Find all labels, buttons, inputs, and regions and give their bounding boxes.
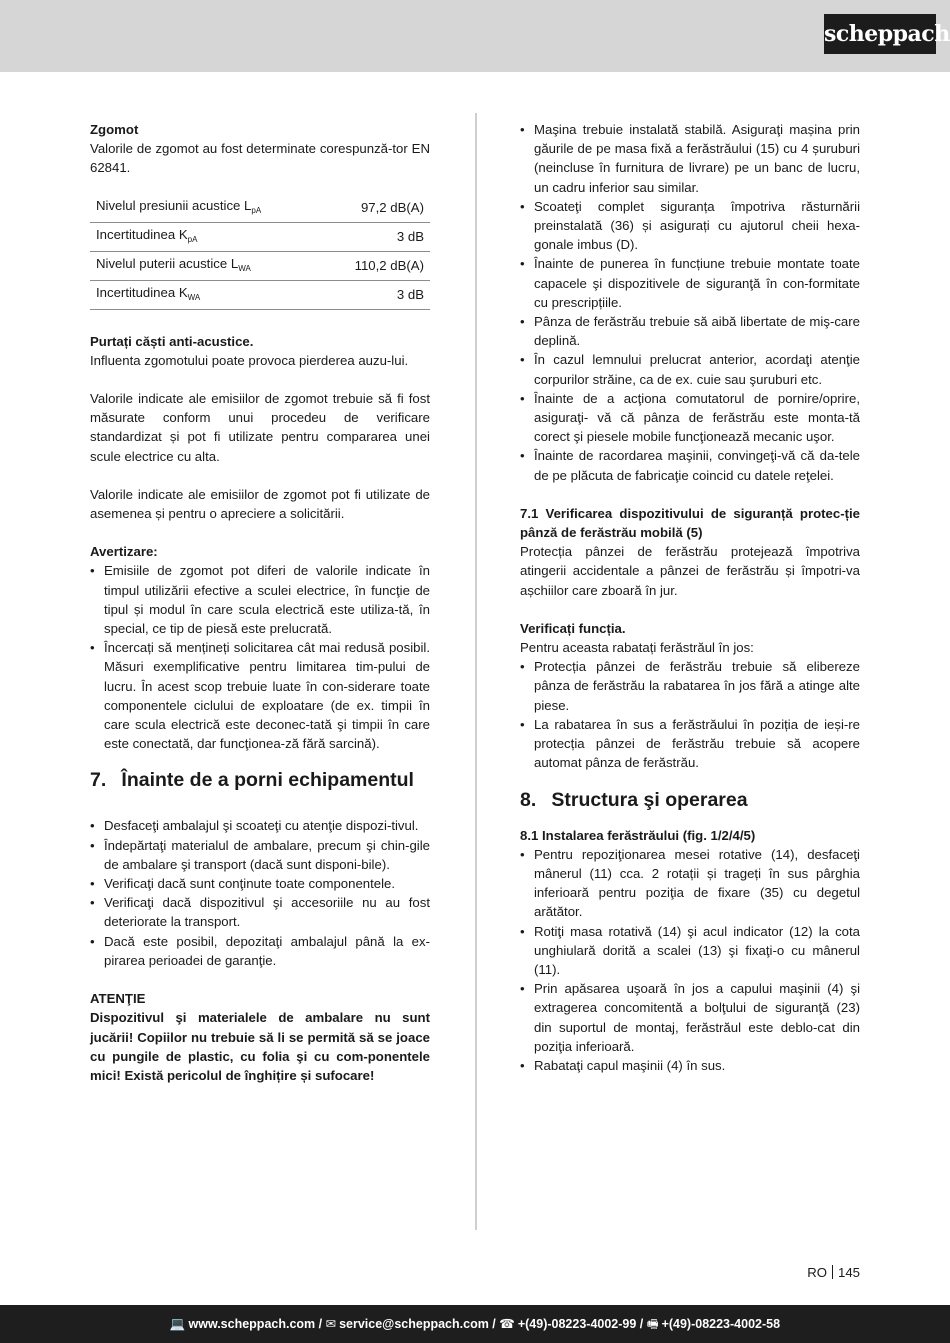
email-link[interactable]: service@scheppach.com — [339, 1317, 489, 1331]
section-7-title: 7. Înainte de a porni echipamentul — [90, 769, 414, 792]
table-label: Incertitudinea $K_{WA}$ — [90, 280, 323, 309]
mail-icon: ✉ — [325, 1317, 337, 1331]
table-row — [90, 251, 430, 280]
section-8-1-heading: 8.1 Instalarea ferăstrăului (fig. 1/2/4/5) — [520, 827, 756, 843]
emission-paragraph-2: Valorile indicate ale emisiilor de zgomot pot fi utilizate de asemenea și pentru o apreciere a solicitării. — [90, 486, 430, 522]
computer-icon: 💻 — [169, 1317, 186, 1331]
section-7-list — [90, 816, 430, 970]
table-value: 110,2 dB(A) — [323, 251, 430, 280]
section-8-title: 8. Structura şi operarea — [520, 788, 748, 811]
section-7-1-heading: 7.1 Verificarea dispozitivului de siguranță protec-ție pânză de ferăstrău mobilă (5) — [520, 505, 860, 541]
left-column — [90, 120, 430, 1085]
noise-heading: Zgomot — [90, 122, 139, 137]
footer-separator: / — [636, 1317, 647, 1331]
footer-bar — [0, 1305, 950, 1343]
list-item: • Rotiţi masa rotativă (14) şi acul indicator (12) la cota unghiulară dorită a scalei (13) şi fixaţi-o cu mânerul (11). — [520, 922, 860, 980]
header-bar — [0, 0, 950, 72]
section-7-1-text: Protecția pânzei de ferăstrău protejează împotriva atingerii accidentale a pânzei de ferăstrău și împotri-va așchiilor care zboară în jur. — [520, 544, 860, 598]
check-function-list — [520, 657, 860, 772]
setup-list — [520, 120, 860, 485]
list-item: • Emisiile de zgomot pot diferi de valorile indicate în timpul utilizării efective a sculei electrice, în funcţie de tipul și modul în care scula electrică este utiliza-tă, în special, ce tip de piesă este prelucrată. — [90, 561, 430, 638]
list-item: • Înainte de racordarea maşinii, convingeţi-vă că da-tele de pe plăcuta de fabricaţie coincid cu datele reţelei. — [520, 446, 860, 484]
list-item: • Înainte de a acţiona comutatorul de pornire/oprire, asiguraţi- vă că pânza de ferăstrău este monta-tă corect şi piesele mobile funcţionează mecanic uşor. — [520, 389, 860, 447]
check-function-intro: Pentru aceasta rabatați ferăstrăul în jos: — [520, 640, 754, 656]
ear-protection-heading: Purtați căști anti-acustice. — [90, 333, 254, 349]
list-item: • Verificaţi dacă dispozitivul şi accesoriile nu au fost deteriorate la transport. — [90, 893, 430, 931]
footer-separator: / — [488, 1317, 500, 1331]
warning-heading: Avertizare: — [90, 544, 158, 560]
fax-number: +(49)-08223-4002-58 — [661, 1317, 781, 1331]
list-item: • Înainte de punerea în funcțiune trebuie montate toate capacele şi dispozitivele de siguranţă în con-formitate cu prescripțiile. — [520, 254, 860, 312]
table-label: Nivelul puterii acustice $L_{WA}$ — [90, 251, 323, 280]
table-value: 97,2 dB(A) — [323, 194, 430, 223]
list-item: • Încercați să mențineți solicitarea cât mai redusă posibil. Măsuri exemplificative pentru limitarea tim-pului de lucru. În acest scop trebuie luate în con-siderare toate componentele ciclului de exploatare (de ex. timpii în care scula electrică este deconec-tată şi timpii în care este conectată, dar funcţionea-ză fără sarcină). — [90, 638, 430, 753]
table-row — [90, 222, 430, 251]
page-number-separator — [832, 1265, 833, 1279]
list-item: • Maşina trebuie instalată stabilă. Asiguraţi mașina prin găurile de pe masa fixă a ferăstrăului (15) cu 4 șuruburi (neincluse în furnitura de livrare) pe un banc de lucru, un cadru inferior sau similar. — [520, 120, 860, 197]
list-item: • Verificaţi dacă sunt conţinute toate componentele. — [90, 874, 430, 893]
noise-table — [90, 194, 430, 310]
website-link[interactable]: www.scheppach.com — [188, 1317, 316, 1331]
list-item: • Protecția pânzei de ferăstrău trebuie să elibereze pânza de ferăstrău la rabatarea în jos fără a atinge alte piese. — [520, 657, 860, 715]
noise-intro: Valorile de zgomot au fost determinate corespunză-tor EN 62841. — [90, 141, 430, 176]
list-item: • Dacă este posibil, depozitaţi ambalajul până la ex-pirarea perioadei de garanţie. — [90, 932, 430, 970]
table-label: Incertitudinea $K_{pA}$ — [90, 222, 323, 251]
phone-number: +(49)-08223-4002-99 — [517, 1317, 637, 1331]
check-function-heading: Verificați funcția. — [520, 620, 626, 636]
column-divider — [475, 113, 477, 1230]
list-item: • Scoateţi complet siguranța împotriva răsturnării preinstalată (36) și asigurați cu ajutorul cheii hexa-gonale imbus (D). — [520, 197, 860, 255]
list-item: • Rabataţi capul maşinii (4) în sus. — [520, 1056, 860, 1075]
table-row — [90, 194, 430, 223]
list-item: • În cazul lemnului prelucrat anterior, acordaţi atenţie corpurilor străine, ca de ex. cuie sau şuruburi etc. — [520, 350, 860, 388]
table-value: 3 dB — [323, 280, 430, 309]
warning-list — [90, 561, 430, 753]
list-item: • La rabatarea în sus a ferăstrăului în poziția de ieși-re protecția pânzei de ferăstrău trebuie să acopere automat pânza de ferăstrău. — [520, 715, 860, 773]
list-item: • Îndepărtaţi materialul de ambalare, precum şi chin-gile de ambalare şi transport (dacă sunt disponi-bile). — [90, 836, 430, 874]
section-8-1-list — [520, 845, 860, 1075]
phone-icon: ☎ — [499, 1317, 515, 1331]
scheppach-logo: scheppach — [824, 14, 936, 54]
footer-separator: / — [315, 1317, 326, 1331]
list-item: • Pentru repoziţionarea mesei rotative (14), desfaceţi mânerul (11) cca. 2 rotații și trageți în sus pârghia inferioară pentru poziţia de fixare (35) cu degetul arătător. — [520, 845, 860, 922]
language-code: RO — [807, 1265, 827, 1280]
list-item: • Prin apăsarea uşoară în jos a capului maşinii (4) şi extragerea concomitentă a bolţului de siguranţă (23) din suportul de montaj, ferăstrăul este deblo-cat din poziţia inferioară. — [520, 979, 860, 1056]
emission-paragraph-1: Valorile indicate ale emisiilor de zgomot trebuie să fi fost măsurate conform unui procedeu de verificare standardizat și pot fi utilizate pentru compararea unei scule electrice cu alta. — [90, 391, 430, 464]
list-item: • Desfaceţi ambalajul şi scoateţi cu atenţie dispozi-tivul. — [90, 816, 430, 835]
list-item: • Pânza de ferăstrău trebuie să aibă libertate de miş-care deplină. — [520, 312, 860, 350]
right-column — [520, 120, 860, 1075]
table-label: Nivelul presiunii acustice $L_{pA}$ — [90, 194, 323, 223]
page-number-value: 145 — [837, 1265, 860, 1280]
attention-text: Dispozitivul şi materialele de ambalare nu sunt jucării! Copiilor nu trebuie să li se permită să se joace cu pungile de plastic, cu folia şi cu com-ponentele mici! Există pericolul de înghițire și sufocare! — [90, 1010, 430, 1083]
page-number — [760, 1264, 860, 1282]
attention-heading: ATENŢIE — [90, 991, 146, 1007]
fax-icon: 🖷 — [646, 1317, 659, 1331]
table-value: 3 dB — [323, 222, 430, 251]
table-row — [90, 280, 430, 309]
ear-protection-text: Influenta zgomotului poate provoca pierderea auzu-lui. — [90, 352, 409, 368]
